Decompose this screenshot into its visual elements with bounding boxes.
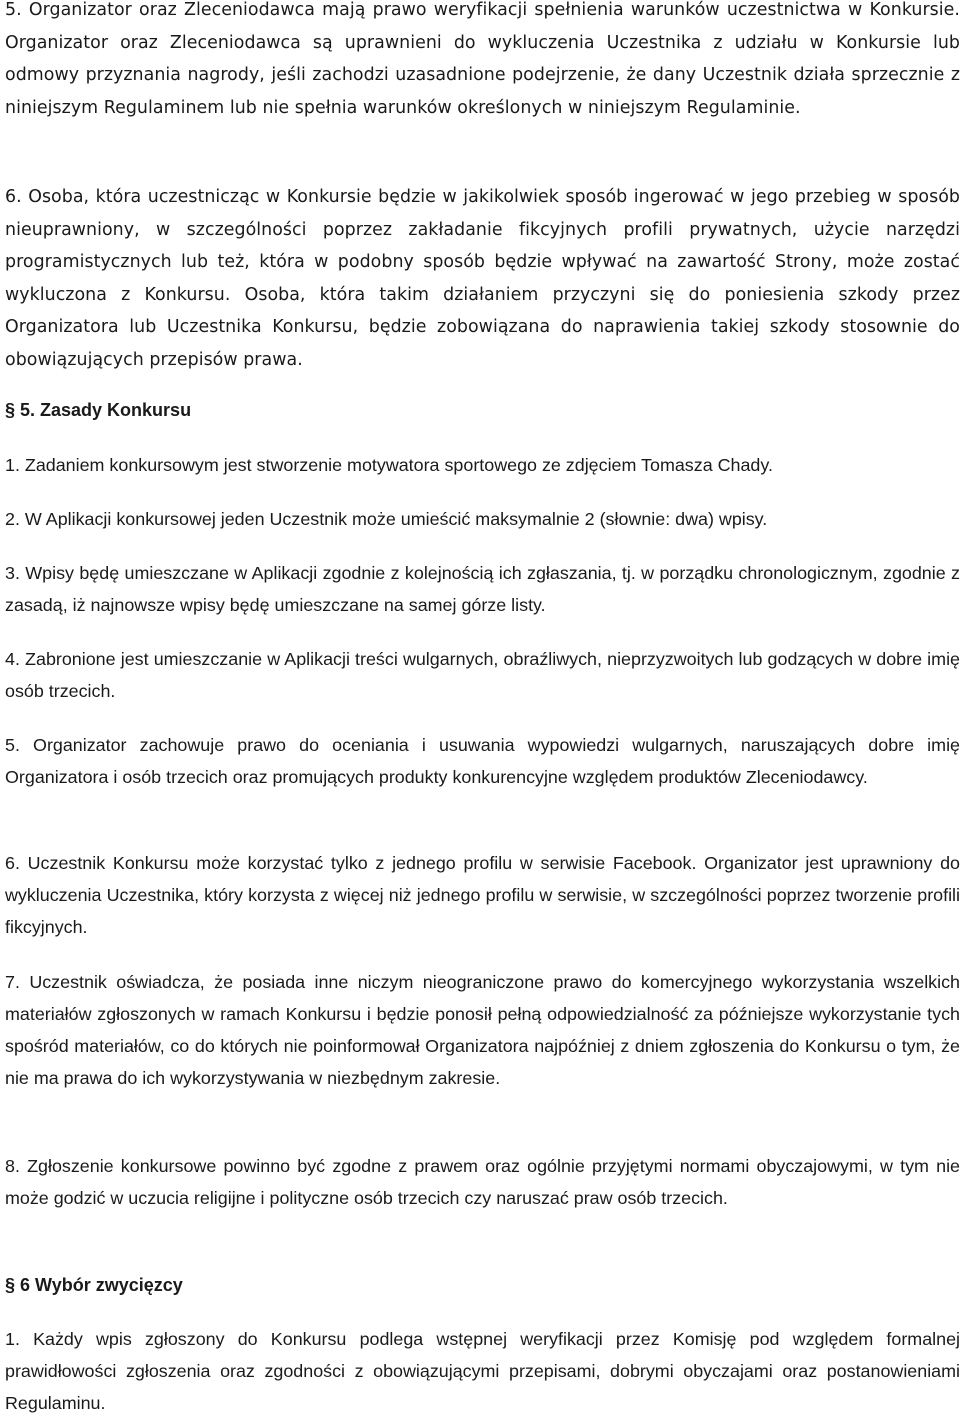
section-6-heading: § 6 Wybór zwycięzcy [5, 1275, 183, 1295]
section-5-item-6: 6. Uczestnik Konkursu może korzystać tylko z jednego profilu w serwisie Facebook. Organizator jest uprawniony do wykluczenia Uczestnika, który korzysta z więcej niż jednego profilu w serwisie, w szczególności poprzez tworzenie profili fikcyjnych. [5, 853, 960, 937]
section-5-item-4: 4. Zabronione jest umieszczanie w Aplikacji treści wulgarnych, obraźliwych, nieprzyzwoitych lub godzących w dobre imię osób trzecich. [5, 649, 960, 701]
paragraph-6: 6. Osoba, która uczestnicząc w Konkursie będzie w jakikolwiek sposób ingerować w jego przebieg w sposób nieuprawniony, w szczególności poprzez zakładanie fikcyjnych profili prywatnych, użycie narzędzi programistycznych lub też, która w podobny sposób będzie wpływać na zawartość Strony, może zostać wykluczona z Konkursu. Osoba, która takim działaniem przyczyni się do poniesienia szkody przez Organizatora lub Uczestnika Konkursu, będzie zobowiązana do naprawienia takiej szkody stosownie do obowiązujących przepisów prawa. [5, 187, 960, 370]
paragraph-5: 5. Organizator oraz Zleceniodawca mają prawo weryfikacji spełnienia warunków uczestnictwa w Konkursie. Organizator oraz Zleceniodawca są uprawnieni do wykluczenia Uczestnika z udziału w Konkursie lub odmowy przyznania nagrody, jeśli zachodzi uzasadnione podejrzenie, że dany Uczestnik działa sprzecznie z niniejszym Regulaminem lub nie spełnia warunków określonych w niniejszym Regulaminie. [5, 0, 960, 118]
section-6-item-1: 1. Każdy wpis zgłoszony do Konkursu podlega wstępnej weryfikacji przez Komisję pod względem formalnej prawidłowości zgłoszenia oraz zgodności z obowiązującymi przepisami, dobrymi obyczajami oraz postanowieniami Regulaminu. [5, 1329, 960, 1413]
section-5-item-7: 7. Uczestnik oświadcza, że posiada inne niczym nieograniczone prawo do komercyjnego wykorzystania wszelkich materiałów zgłoszonych w ramach Konkursu i będzie ponosił pełną odpowiedzialność za późniejsze wykorzystanie tych spośród materiałów, co do których nie poinformował Organizatora najpóźniej z dniem zgłoszenia do Konkursu o tym, że nie ma prawa do ich wykorzystywania w niezbędnym zakresie. [5, 972, 960, 1088]
section-5-item-3: 3. Wpisy będę umieszczane w Aplikacji zgodnie z kolejnością ich zgłaszania, tj. w porządku chronologicznym, zgodnie z zasadą, iż najnowsze wpisy będę umieszczane na samej górze listy. [5, 563, 960, 615]
section-5-item-5: 5. Organizator zachowuje prawo do oceniania i usuwania wypowiedzi wulgarnych, naruszających dobre imię Organizatora i osób trzecich oraz promujących produkty konkurencyjne względem produktów Zleceniodawcy. [5, 735, 960, 787]
section-5-item-1: 1. Zadaniem konkursowym jest stworzenie motywatora sportowego ze zdjęciem Tomasza Chady. [5, 455, 773, 475]
section-5-item-2: 2. W Aplikacji konkursowej jeden Uczestnik może umieścić maksymalnie 2 (słownie: dwa) wpisy. [5, 509, 768, 529]
section-5-item-8: 8. Zgłoszenie konkursowe powinno być zgodne z prawem oraz ogólnie przyjętymi normami obyczajowymi, w tym nie może godzić w uczucia religijne i polityczne osób trzecich czy naruszać praw osób trzecich. [5, 1156, 960, 1208]
section-5-heading: § 5. Zasady Konkursu [5, 400, 192, 420]
